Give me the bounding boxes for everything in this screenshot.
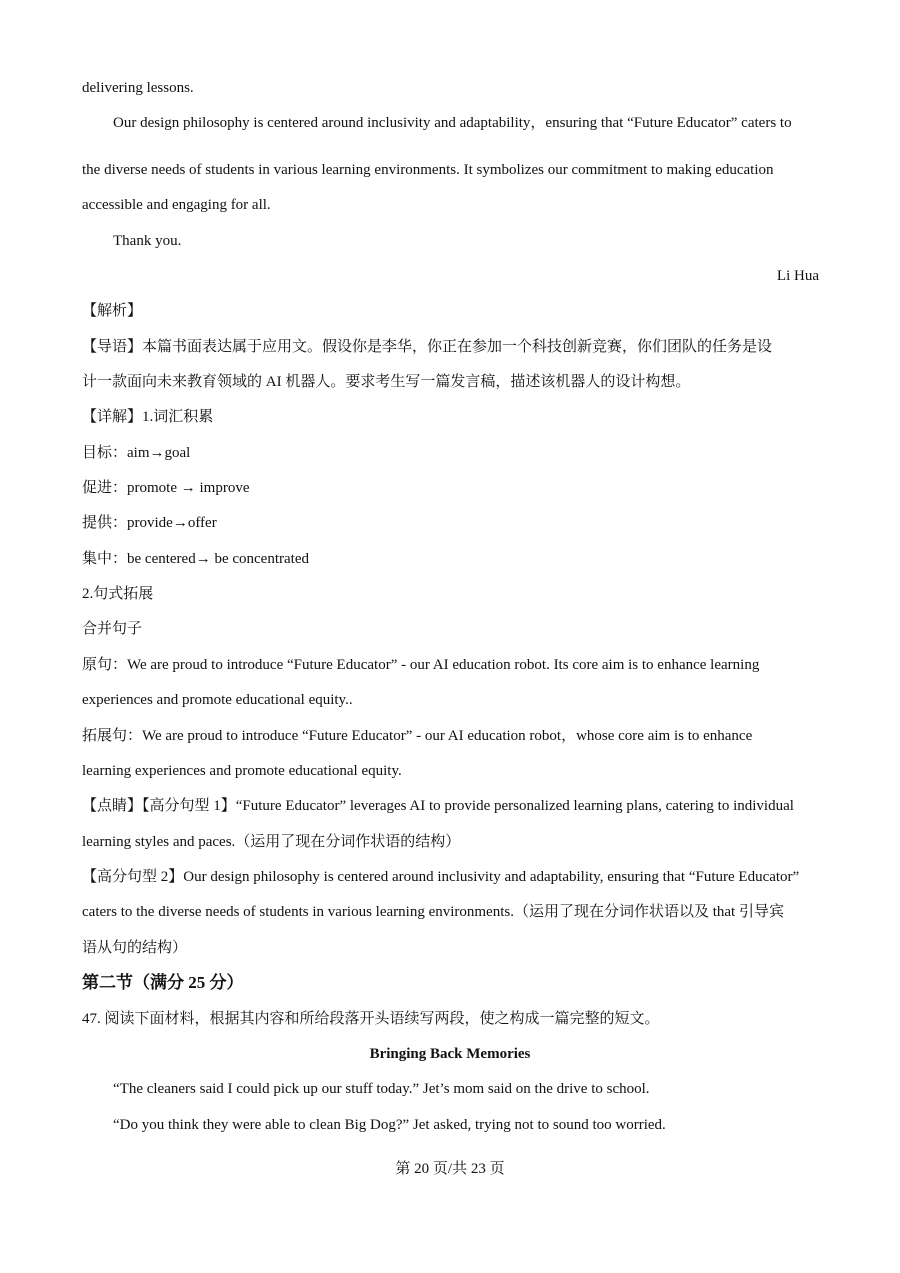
text-line: Our design philosophy is centered around inclusivity and adaptability，ensuring that “Future Educator” caters to (113, 115, 792, 131)
text-line: 【详解】1.词汇积累 (82, 409, 214, 425)
text-line: 拓展句：We are proud to introduce “Future Educator” - our AI education robot，whose core aim is to enhance (82, 728, 753, 744)
text-line: 计一款面向未来教育领域的 AI 机器人。要求考生写一篇发言稿，描述该机器人的设计构想。 (82, 374, 691, 390)
text-line: 合并句子 (82, 621, 143, 637)
text-line: experiences and promote educational equity.. (82, 692, 353, 708)
analysis-heading: 【解析】 (82, 303, 143, 319)
vocab-item: 促进：promote → improve (82, 480, 250, 496)
signature-name: Li Hua (776, 268, 819, 284)
question-prompt: 47. 阅读下面材料，根据其内容和所给段落开头语续写两段，使之构成一篇完整的短文。 (82, 1011, 660, 1027)
text-line: accessible and engaging for all. (82, 197, 271, 213)
story-line: “Do you think they were able to clean Big Dog?” Jet asked, trying not to sound too worried. (113, 1117, 666, 1133)
page-footer: 第 20 页/共 23 页 (395, 1161, 505, 1177)
story-line: “The cleaners said I could pick up our stuff today.” Jet’s mom said on the drive to school. (113, 1081, 650, 1097)
text-line: Thank you. (113, 233, 182, 249)
vocab-item: 集中：be centered→ be concentrated (82, 551, 309, 567)
text-line: 原句：We are proud to introduce “Future Educator” - our AI education robot. Its core aim is to enhance learning (82, 657, 760, 673)
text-line: learning experiences and promote educational equity. (82, 763, 402, 779)
vocab-item: 提供：provide→offer (82, 515, 217, 531)
text-line: 【导语】本篇书面表达属于应用文。假设你是李华，你正在参加一个科技创新竞赛，你们团队的任务是设 (82, 339, 773, 355)
text-line: caters to the diverse needs of students in various learning environments.（运用了现在分词作状语以及 that 引导宾 (82, 904, 784, 920)
text-line: 2.句式拓展 (82, 586, 154, 602)
text-line: 【高分句型 2】Our design philosophy is centered around inclusivity and adaptability, ensuring that “Future Educator” (82, 869, 800, 885)
text-line: the diverse needs of students in various learning environments. It symbolizes our commitment to making education (82, 162, 774, 178)
text-line: 【点睛】【高分句型 1】“Future Educator” leverages AI to provide personalized learning plans, catering to individual (82, 798, 794, 814)
text-line: 语从句的结构） (82, 940, 188, 956)
story-title: Bringing Back Memories (369, 1046, 531, 1062)
text-line: learning styles and paces.（运用了现在分词作状语的结构） (82, 834, 461, 850)
vocab-item: 目标：aim→goal (82, 445, 191, 461)
text-line: delivering lessons. (82, 80, 194, 96)
section-heading: 第二节（满分 25 分） (82, 973, 244, 992)
